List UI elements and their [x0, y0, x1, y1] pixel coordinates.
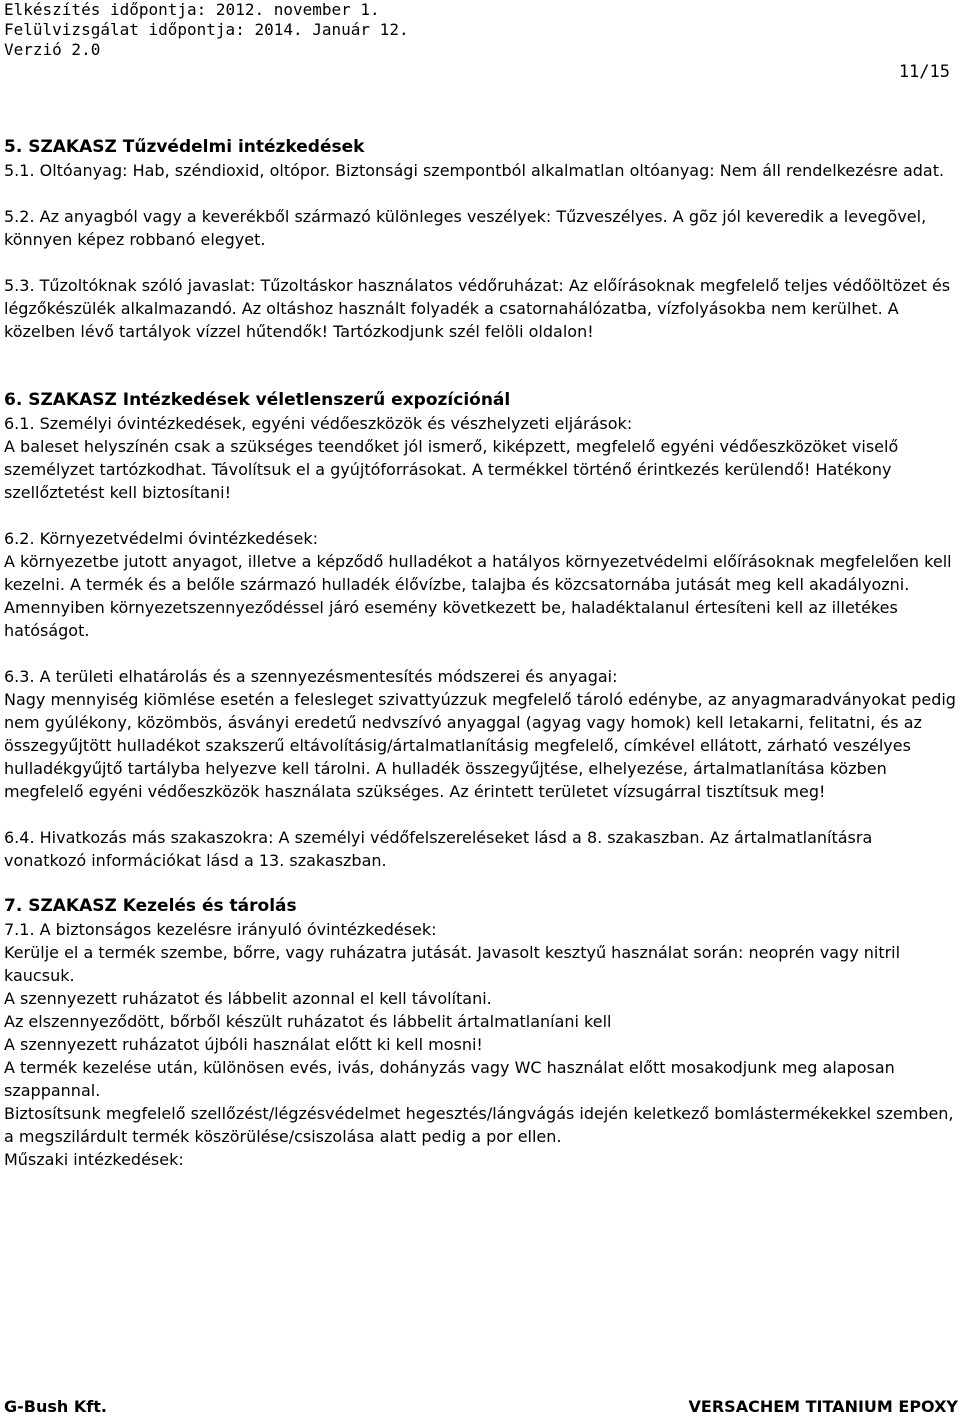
section-7-line: Kerülje el a termék szembe, bőrre, vagy ruházatra jutását. Javasolt kesztyű használat során: neoprén vagy nitril kaucsuk. [4, 943, 901, 985]
section-7-title: 7. SZAKASZ Kezelés és tárolás [4, 896, 297, 916]
created-date: Elkészítés időpontja: 2012. november 1. [4, 0, 380, 19]
section-7-line: A termék kezelése után, különösen evés, ivás, dohányzás vagy WC használat előtt mosakodjunk meg alaposan szappannal. [4, 1058, 895, 1100]
section-6-2-text: A környezetbe jutott anyagot, illetve a képződő hulladékot a hatályos környezetvédelmi előírásoknak megfelelően kell kezelni. A termék és a belőle származó hulladék élővízbe, talajba és közcsatornába jutását meg kell akadályozni. Amennyiben környezetszennyeződéssel járó esemény következett be, haladéktalanul értesíteni kell az illetékes hatóságot. [4, 552, 952, 640]
section-7-line: A szennyezett ruházatot újbóli használat előtt ki kell mosni! [4, 1035, 483, 1054]
section-7-line: Az elszennyeződött, bőrből készült ruházatot és lábbelit ártalmatlaníani kell [4, 1012, 612, 1031]
section-5-1: 5.1. Oltóanyag: Hab, széndioxid, oltópor. Biztonsági szempontból alkalmatlan oltóanyag: Nem áll rendelkezésre adat. [4, 161, 945, 180]
product-name: VERSACHEM TITANIUM EPOXY [688, 1397, 958, 1416]
section-6-3-text: Nagy mennyiség kiömlése esetén a felesleget szivattyúzzuk megfelelő tároló edénybe, az anyagmaradványokat pedig nem gyúlékony, közömbös, ásványi eredetű nedvszívó anyaggal (agyag vagy homok) kell letakarni, felitatni, és az összegyűjtött hulladékot szakszerű eltávolításig/ártalmatlanításig megfelelő, címkével ellátott, zárható veszélyes hulladékgyűjtő tartályba helyezve kell tárolni. A hulladék összegyűjtése, elhelyezése, ártalmatlanítása közben megfelelő egyéni védőeszközök használata szükséges. Az érintett területet vízsugárral tisztítsuk meg! [4, 690, 956, 801]
page-number: 11/15 [898, 62, 950, 82]
section-7-line: Műszaki intézkedések: [4, 1150, 184, 1169]
section-5-title: 5. SZAKASZ Tűzvédelmi intézkedések [4, 137, 365, 157]
section-6-1-heading: 6.1. Személyi óvintézkedések, egyéni védőeszközök és vészhelyzeti eljárások: [4, 414, 633, 433]
section-7-line: Biztosítsunk megfelelő szellőzést/légzésvédelmet hegesztés/lángvágás idején keletkező bomlástermékekkel szemben, a megszilárdult termék köszörülése/csiszolása alatt pedig a por ellen. [4, 1104, 954, 1146]
section-7-1-heading: 7.1. A biztonságos kezelésre irányuló óvintézkedések: [4, 920, 437, 939]
company-name: G-Bush Kft. [4, 1397, 107, 1416]
document-footer [4, 1397, 958, 1416]
section-6-title: 6. SZAKASZ Intézkedések véletlenszerű expozíciónál [4, 390, 511, 410]
section-5-2: 5.2. Az anyagból vagy a keverékből származó különleges veszélyek: Tűzveszélyes. A gõz jól keveredik a levegõvel, könnyen képez robbanó elegyet. [4, 207, 927, 249]
revision-date: Felülvizsgálat időpontja: 2014. Január 12. [4, 20, 409, 39]
document-header [4, 0, 409, 60]
section-7-line: A szennyezett ruházatot és lábbelit azonnal el kell távolítani. [4, 989, 492, 1008]
section-5-3: 5.3. Tűzoltóknak szóló javaslat: Tűzoltáskor használatos védőruházat: Az előírásoknak megfelelő teljes védőöltözet és légzőkészülék alkalmazandó. Az oltáshoz használt folyadék a csatornahálózatba, vízfolyásokba nem kerülhet. A közelben lévő tartályok vízzel hűtendők! Tartózkodjunk szél felöli oldalon! [4, 276, 951, 341]
document-body [4, 136, 958, 1171]
version: Verzió 2.0 [4, 40, 101, 59]
section-6-4: 6.4. Hivatkozás más szakaszokra: A személyi védőfelszereléseket lásd a 8. szakaszban. Az ártalmatlanításra vonatkozó információkat lásd a 13. szakaszban. [4, 828, 873, 870]
section-6-1-text: A baleset helyszínén csak a szükséges teendőket jól ismerő, kiképzett, megfelelő egyéni védőeszközöket viselő személyzet tartózkodhat. Távolítsuk el a gyújtóforrásokat. A termékkel történő érintkezés kerülendő! Hatékony szellőztetést kell biztosítani! [4, 437, 899, 502]
section-6-3-heading: 6.3. A területi elhatárolás és a szennyezésmentesítés módszerei és anyagai: [4, 667, 618, 686]
section-6-2-heading: 6.2. Környezetvédelmi óvintézkedések: [4, 529, 318, 548]
